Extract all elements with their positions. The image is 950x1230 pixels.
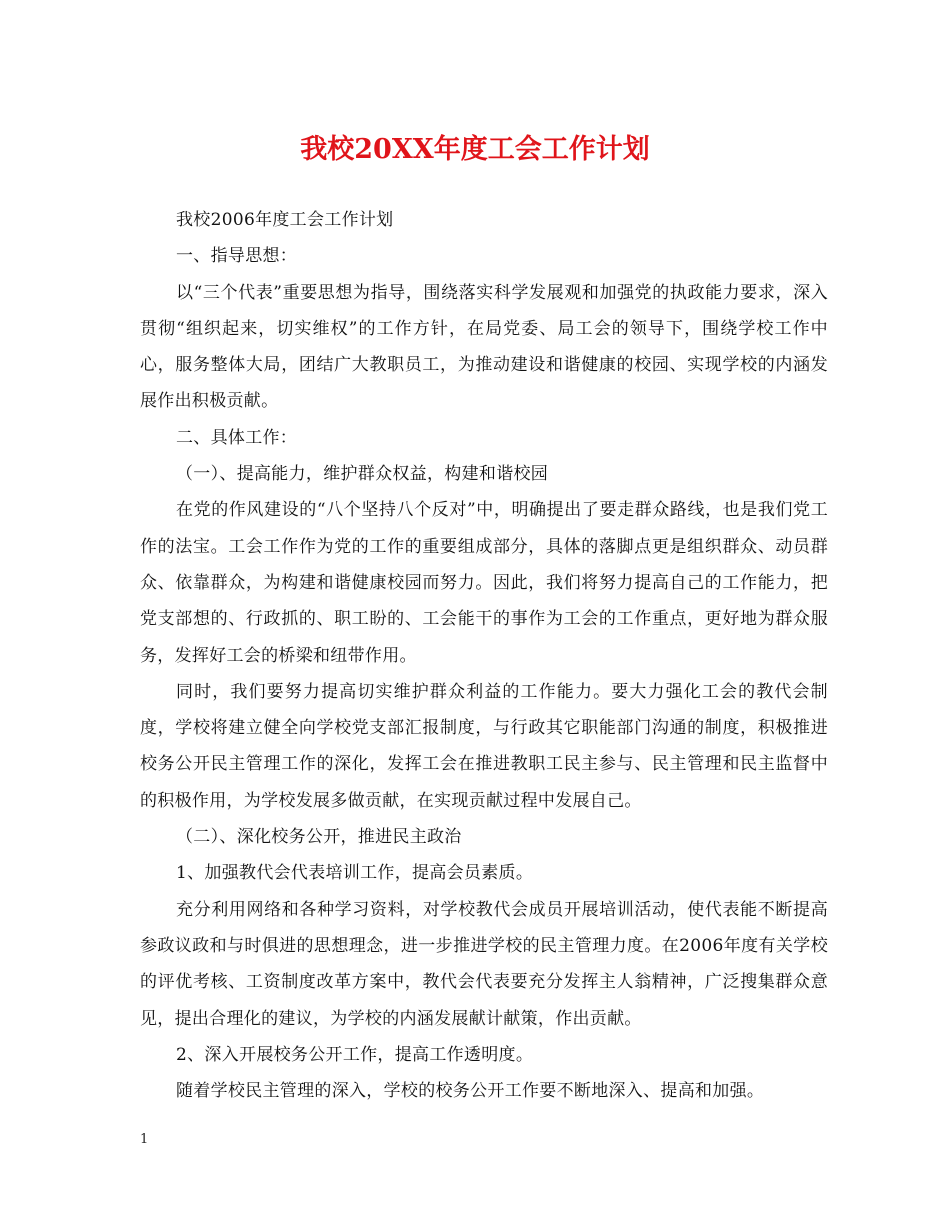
paragraph-party-style: 在党的作风建设的“八个坚持八个反对”中，明确提出了要走群众路线，也是我们党工作的法宝。工会工作作为党的工作的重要组成部分，具体的落脚点更是组织群众、动员群众、依靠群众，为构建和谐健康校园而努力。因此，我们将努力提高自己的工作能力，把党支部想的、行政抓的、职工盼的、工会能干的事作为工会的工作重点，更好地为群众服务，发挥好工会的桥梁和纽带作用。 xyxy=(140,500,828,666)
item-heading-1: 1、加强教代会代表培训工作，提高会员素质。 xyxy=(176,863,534,884)
section-heading-specific-work: 二、具体工作： xyxy=(176,427,298,448)
section-heading-guiding-ideology: 一、指导思想： xyxy=(176,246,298,267)
paragraph-training: 充分利用网络和各种学习资料，对学校教代会成员开展培训活动，使代表能不断提高参政议政和与时俱进的思想理念，进一步推进学校的民主管理力度。在2006年度有关学校的评优考核、工资制度改革方案中，教代会代表要充分发挥主人翁精神，广泛搜集群众意见，提出合理化的建议，为学校的内涵发展献计献策，作出贡献。 xyxy=(140,899,828,1029)
document-title: 我校20XX年度工会工作计划 xyxy=(300,134,650,165)
subsection-heading-1: （一）、提高能力，维护群众权益，构建和谐校园 xyxy=(176,464,549,485)
page-number: 1 xyxy=(140,1132,149,1147)
document-body xyxy=(140,202,828,1109)
paragraph-guiding-ideology: 以“三个代表”重要思想为指导，围绕落实科学发展观和加强党的执政能力要求，深入贯彻“组织起来，切实维权”的工作方针，在局党委、局工会的领导下，围绕学校工作中心，服务整体大局，团结广大教职员工，为推动建设和谐健康的校园、实现学校的内涵发展作出积极贡献。 xyxy=(140,282,828,412)
item-heading-2: 2、深入开展校务公开工作，提高工作透明度。 xyxy=(176,1044,534,1065)
paragraph-transparency: 随着学校民主管理的深入，学校的校务公开工作要不断地深入、提高和加强。 xyxy=(176,1081,765,1102)
subsection-heading-2: （二）、深化校务公开，推进民主政治 xyxy=(176,827,462,848)
paragraph-protect-interests: 同时，我们要努力提高切实维护群众利益的工作能力。要大力强化工会的教代会制度，学校将建立健全向学校党支部汇报制度，与行政其它职能部门沟通的制度，积极推进校务公开民主管理工作的深化，发挥工会在推进教职工民主参与、民主管理和民主监督中的积极作用，为学校发展多做贡献，在实现贡献过程中发展自己。 xyxy=(140,681,828,811)
paragraph-subtitle: 我校2006年度工会工作计划 xyxy=(176,210,394,230)
